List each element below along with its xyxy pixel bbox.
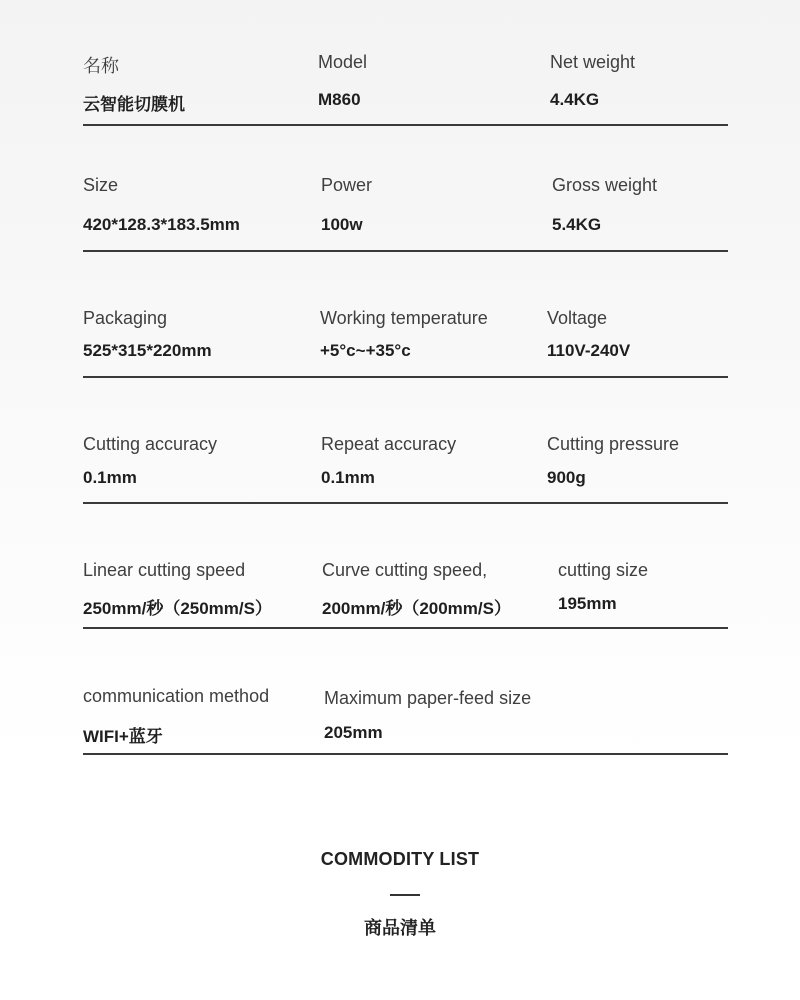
spec-row xyxy=(83,376,728,504)
spec-row xyxy=(83,502,728,629)
spec-value: 110V-240V xyxy=(547,341,631,360)
spec-label: Gross weight xyxy=(552,175,658,195)
spec-value: 200mm/秒（200mm/S） xyxy=(322,599,511,618)
spec-label: cutting size xyxy=(558,560,649,580)
spec-row xyxy=(83,627,728,755)
spec-label: Cutting accuracy xyxy=(83,434,218,454)
spec-row xyxy=(83,0,728,126)
spec-row xyxy=(83,250,728,378)
spec-value: 195mm xyxy=(558,594,617,613)
spec-value: 420*128.3*183.5mm xyxy=(83,215,240,234)
spec-label: Packaging xyxy=(83,308,168,328)
title-divider xyxy=(390,894,420,896)
spec-value: 205mm xyxy=(324,723,383,742)
spec-value: WIFI+蓝牙 xyxy=(83,727,163,746)
spec-label: Cutting pressure xyxy=(547,434,680,454)
spec-label: Power xyxy=(321,175,373,195)
spec-label: Voltage xyxy=(547,308,608,328)
commodity-list-title: COMMODITY LIST xyxy=(320,849,480,869)
spec-value: +5°c~+35°c xyxy=(320,341,411,360)
commodity-list-subtitle: 商品清单 xyxy=(364,918,436,938)
spec-label: Linear cutting speed xyxy=(83,560,246,580)
spec-table xyxy=(83,0,728,760)
spec-value: 0.1mm xyxy=(321,468,375,487)
spec-value: 4.4KG xyxy=(550,90,600,109)
spec-value: 0.1mm xyxy=(83,468,137,487)
spec-label: Maximum paper-feed size xyxy=(324,688,532,708)
spec-label: 名称 xyxy=(83,56,119,76)
spec-value: 900g xyxy=(547,468,586,487)
spec-label: communication method xyxy=(83,686,270,706)
spec-label: Working temperature xyxy=(320,308,488,328)
spec-label: Curve cutting speed, xyxy=(322,560,488,580)
spec-value: 5.4KG xyxy=(552,215,602,234)
spec-label: Size xyxy=(83,175,119,195)
spec-value: M860 xyxy=(318,90,361,109)
spec-label: Net weight xyxy=(550,52,636,72)
spec-value: 525*315*220mm xyxy=(83,341,212,360)
spec-value: 250mm/秒（250mm/S） xyxy=(83,599,272,618)
spec-value: 100w xyxy=(321,215,363,234)
spec-value: 云智能切膜机 xyxy=(83,95,185,114)
spec-row xyxy=(83,124,728,252)
spec-label: Repeat accuracy xyxy=(321,434,457,454)
spec-label: Model xyxy=(318,52,368,72)
